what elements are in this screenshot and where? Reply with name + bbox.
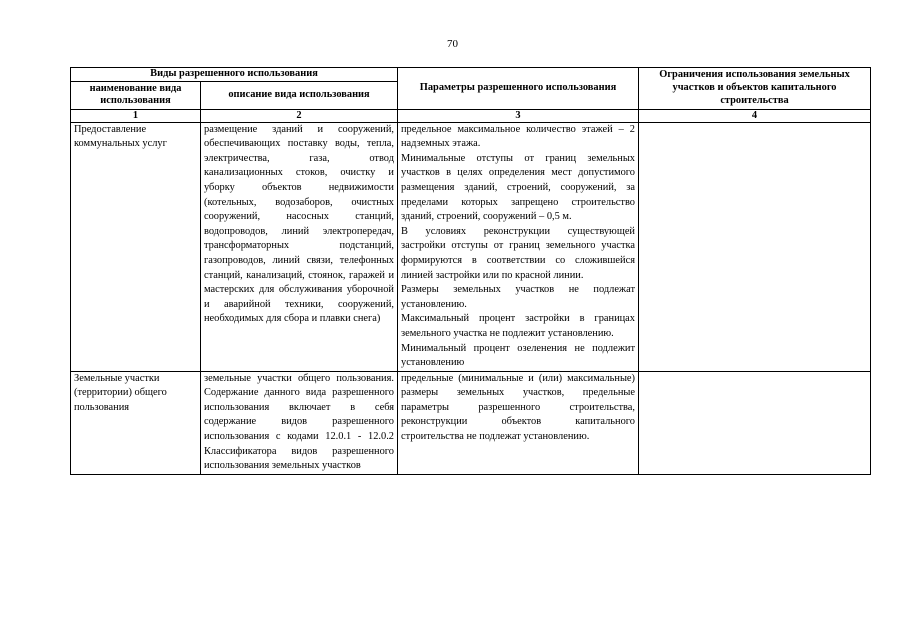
land-use-table xyxy=(70,67,871,475)
cell-parameters xyxy=(398,122,639,371)
cell-restrictions xyxy=(639,122,871,371)
cell-parameters xyxy=(398,371,639,474)
header-group-title: Виды разрешенного использования xyxy=(71,68,398,82)
column-number: 2 xyxy=(201,109,398,122)
parameter-line: В условиях реконструкции существующей застройки отступы от границ земельного участка формируются в соответствии со сложившейся линией застройки или по красной линии. xyxy=(401,225,635,281)
column-number: 4 xyxy=(639,109,871,122)
parameter-line: Максимальный процент застройки в границах земельного участка не подлежит установлению. xyxy=(401,313,635,339)
parameter-line: Минимальный процент озеленения не подлежит установлению xyxy=(401,342,635,369)
parameter-line: предельные (минимальные и (или) максимальные) размеры земельных участков, предельные параметры разрешенного строительства, реконструкции объектов капитального строительства не подлежат установлению. xyxy=(401,372,635,443)
column-number: 3 xyxy=(398,109,639,122)
page-number: 70 xyxy=(447,38,458,50)
parameter-line: предельное максимальное количество этажей – 2 надземных этажа. xyxy=(401,123,635,150)
table-row xyxy=(71,122,871,371)
header-parameters: Параметры разрешенного использования xyxy=(398,68,639,110)
header-name: наименование вида использования xyxy=(71,81,201,109)
cell-description: размещение зданий и сооружений, обеспечивающих поставку воды, тепла, электричества, газа, отвод канализационных стоков, очистку и уборку объектов недвижимости (котельных, водозаборов, очистных сооружений, насосных станций, водопроводов, линий электропередач, трансформаторных подстанций, газопроводов, линий связи, телефонных станций, канализаций, стоянок, гаражей и мастерских для обслуживания уборочной и аварийной техники, сооружений, необходимых для сбора и плавки снега) xyxy=(201,122,398,371)
header-restrictions: Ограничения использования земельных участков и объектов капитального строительства xyxy=(639,68,871,110)
cell-description: земельные участки общего пользования. Содержание данного вида разрешенного использования включает в себя содержание видов разрешенного использования с кодами 12.0.1 - 12.0.2 Классификатора видов разрешенного использования земельных участков xyxy=(201,371,398,474)
header-description: описание вида использования xyxy=(201,81,398,109)
column-number: 1 xyxy=(71,109,201,122)
cell-name: Предоставление коммунальных услуг xyxy=(71,122,201,371)
table-row xyxy=(71,371,871,474)
cell-name: Земельные участки (территории) общего пользования xyxy=(71,371,201,474)
parameter-line: Минимальные отступы от границ земельных участков в целях определения мест допустимого размещения зданий, строений, сооружений, за пределами которых запрещено строительство зданий, строений, сооружений – 0,5 м. xyxy=(401,152,635,223)
column-number-row xyxy=(71,109,871,122)
parameter-line: Размеры земельных участков не подлежат установлению. xyxy=(401,284,635,310)
cell-restrictions xyxy=(639,371,871,474)
header-row-1 xyxy=(71,68,871,82)
